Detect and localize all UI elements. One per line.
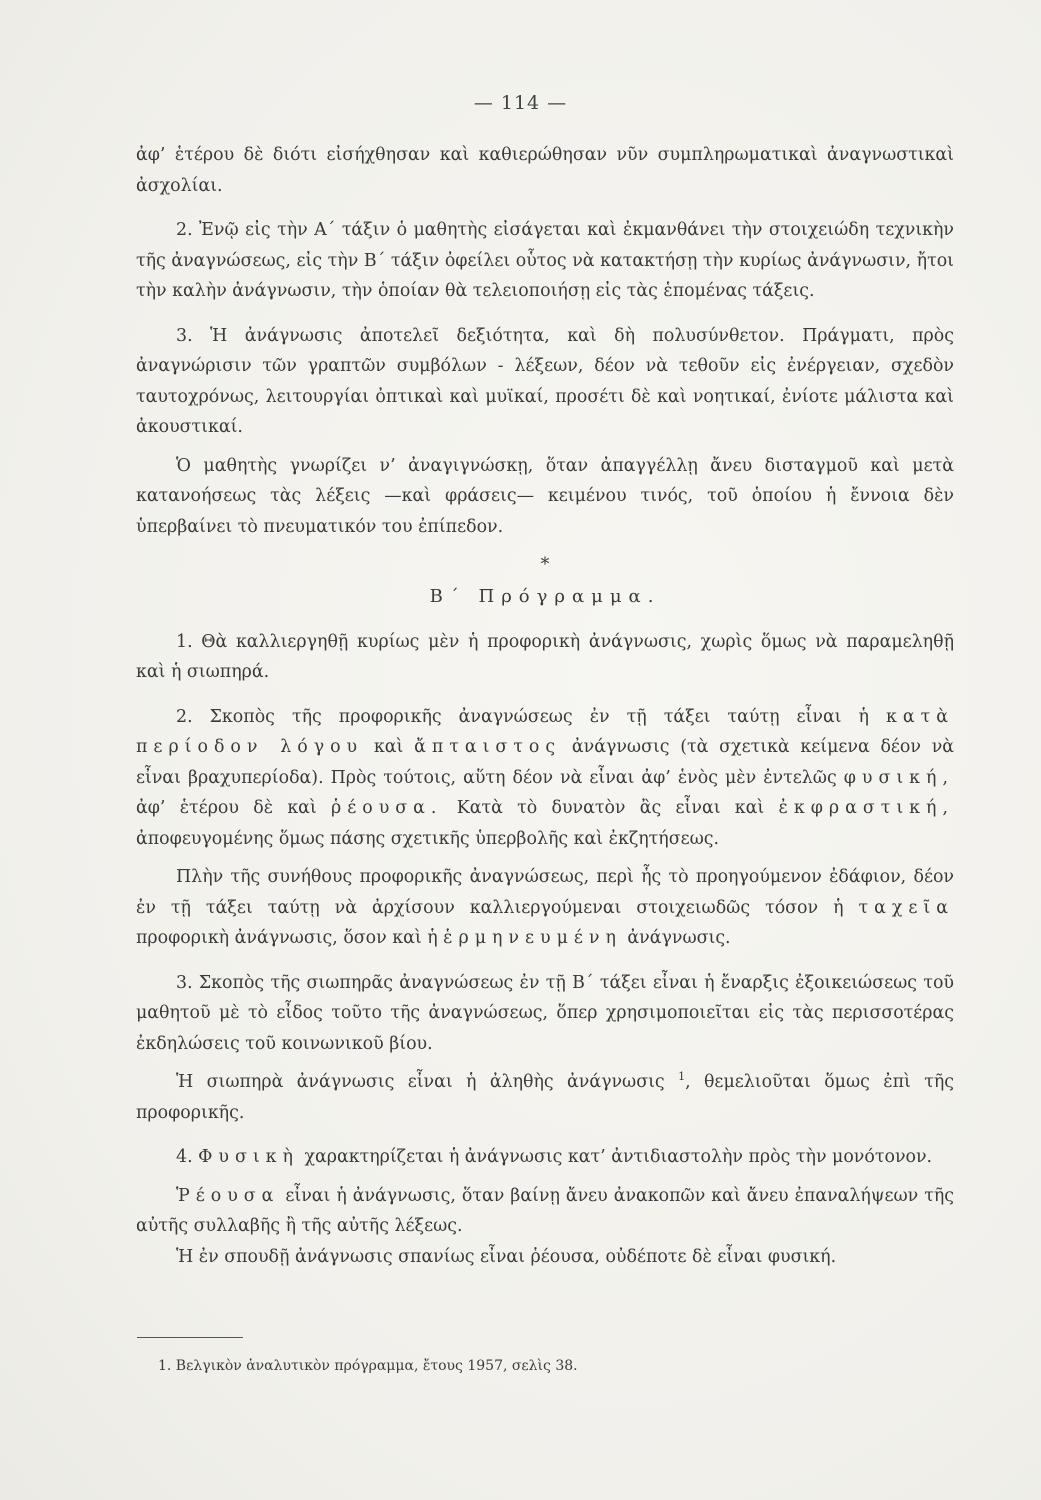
item-2b-text-e: ἀνάγνωσις. (627, 928, 731, 948)
emph-reousa-2: Ῥέουσα (176, 1185, 280, 1206)
paragraph-4: Ὁ μαθητὴς γνωρίζει ν’ ἀναγιγνώσκῃ, ὅταν ἀπαγγέλλῃ ἄνευ δισταγμοῦ καὶ μετὰ κατανοήσεως τὰς λέξεις —καὶ φράσεις— κειμένου τινός, τοῦ ὁποίου ἡ ἔννοια δὲν ὑπερβαίνει τὸ πνευματικόν του ἐπίπεδον. (136, 455, 954, 537)
footnote-divider (137, 1337, 243, 1338)
page-number: — 114 — (473, 92, 568, 114)
item-2-text-k: ἀποφευγομένης ὅμως πάσης σχετικῆς ὑπερβολῆς καὶ ἐκζητήσεως. (136, 828, 720, 849)
item-2-text-i: Κατὰ τὸ δυνατὸν ἂς εἶναι καὶ (456, 798, 765, 818)
emph-ekfrastiki: ἐκφραστική, (778, 798, 954, 818)
emph-fysiki-2: Φυσικὴ (198, 1147, 299, 1167)
definition-reousa (136, 1181, 954, 1242)
program-item-4 (136, 1142, 954, 1173)
footnote-ref: 1 (678, 1070, 686, 1084)
item-2-text-a: 2. Σκοπὸς τῆς προφορικῆς ἀναγνώσεως ἐν τῇ τάξει ταύτῃ εἶναι ἡ (176, 706, 869, 727)
emph-kata-periodon: κατὰ περίοδον λόγου (136, 706, 954, 757)
item-3b-text-a: Ἡ σιωπηρὰ ἀνάγνωσις εἶναι ἡ ἀληθὴς ἀνάγνωσις (176, 1072, 665, 1092)
emph-tacheia: ταχεῖα (858, 897, 954, 918)
program-item-1: 1. Θὰ καλλιεργηθῇ κυρίως μὲν ἡ προφορικὴ ἀνάγνωσις, χωρὶς ὅμως νὰ παραμεληθῇ καὶ ἡ σιωπηρά. (136, 631, 954, 682)
item-2b-text-a: Πλὴν τῆς συνήθους προφορικῆς ἀναγνώσεως, περὶ ἧς τὸ προηγούμενον ἐδάφιον, δέον ἐν τῇ τάξει ταύτῃ νὰ ἀρχίσουν καλλιεργούμεναι στοιχειωδῶς τόσον ἡ (136, 867, 954, 918)
emph-aptaistos: ἄπταιστος (414, 737, 562, 757)
paragraph-intro: ἀφ’ ἑτέρου δὲ διότι εἰσήχθησαν καὶ καθιερώθησαν νῦν συμπληρωματικαὶ ἀναγνωστικαὶ ἀσχολίαι. (136, 145, 954, 196)
paragraph-3: 3. Ἡ ἀνάγνωσις ἀποτελεῖ δεξιότητα, καὶ δὴ πολυσύνθετον. Πράγματι, πρὸς ἀναγνώρισιν τῶν γραπτῶν συμβόλων - λέξεων, δέον νὰ τεθοῦν εἰς ἐνέργειαν, σχεδὸν ταυτοχρόνως, λειτουργίαι ὀπτικαὶ καὶ μυϊκαί, προσέτι δὲ καὶ νοητικαί, ἐνίοτε μάλιστα καὶ ἀκουστικαί. (136, 325, 954, 437)
emph-fysiki: φυσική, (843, 767, 954, 788)
item-3b-text-b: , θεμελιοῦται ὅμως ἐπὶ τῆς προφορικῆς. (136, 1072, 955, 1123)
section-asterisk: * (540, 555, 550, 575)
item-2-text-c: καὶ (373, 737, 404, 757)
item-2-text-g: ἀφ’ ἑτέρου δὲ καὶ (136, 798, 317, 818)
program-item-2-cont (136, 862, 954, 954)
item-4-number: 4. (176, 1147, 193, 1167)
item-2-text-e: ἀνάγνωσις (τὰ σχετικὰ κείμενα δέον νὰ εἶναι βραχυπερίοδα). Πρὸς τούτοις, αὕτη δέον νὰ εἶναι ἀφ’ ἑνὸς μὲν ἐντελῶς (136, 737, 955, 788)
definition-reousa-text: εἶναι ἡ ἀνάγνωσις, ὅταν βαίνῃ ἄνευ ἀνακοπῶν καὶ ἄνευ ἐπαναλήψεων τῆς αὐτῆς συλλαβῆς ἢ τῆς αὐτῆς λέξεως. (136, 1185, 954, 1236)
emph-reousa: ῥέουσα. (331, 798, 443, 818)
body-text (136, 140, 954, 1272)
emph-ermineumeni: ἑρμηνευμένη (443, 928, 622, 948)
program-item-2 (136, 702, 954, 855)
closing-sentence: Ἡ ἐν σπουδῇ ἀνάγνωσις σπανίως εἶναι ῥέουσα, οὐδέποτε δὲ εἶναι φυσική. (176, 1246, 837, 1267)
item-4-text: χαρακτηρίζεται ἡ ἀνάγνωσις κατ’ ἀντιδιαστολὴν πρὸς τὴν μονότονον. (304, 1147, 933, 1167)
item-2b-text-c: προφορικὴ ἀνάγνωσις, ὅσον καὶ ἡ (136, 928, 438, 948)
paragraph-2: 2. Ἐνῷ εἰς τὴν Α΄ τάξιν ὁ μαθητὴς εἰσάγεται καὶ ἐκμανθάνει τὴν στοιχειώδη τεχνικὴν τῆς ἀναγνώσεως, εἰς τὴν Β΄ τάξιν ὀφείλει οὗτος νὰ κατακτήσῃ τὴν κυρίως ἀνάγνωσιν, ἤτοι τὴν καλὴν ἀνάγνωσιν, τὴν ὁποίαν θὰ τελειοποιήσῃ εἰς τὰς ἑπομένας τάξεις. (136, 220, 954, 301)
program-item-3-cont (136, 1067, 954, 1128)
program-item-3: 3. Σκοπὸς τῆς σιωπηρᾶς ἀναγνώσεως ἐν τῇ Β΄ τάξει εἶναι ἡ ἔναρξις ἐξοικειώσεως τοῦ μαθητοῦ μὲ τὸ εἶδος τοῦτο τῆς ἀναγνώσεως, ὅπερ χρησιμοποιεῖται εἰς τὰς περισσοτέρας ἐκδηλώσεις τοῦ κοινωνικοῦ βίου. (136, 972, 954, 1054)
section-heading: Β΄ Πρόγραμμα. (429, 586, 661, 607)
footnote: 1. Βελγικὸν ἀναλυτικὸν πρόγραμμα, ἔτους 1957, σελὶς 38. (158, 1358, 578, 1374)
